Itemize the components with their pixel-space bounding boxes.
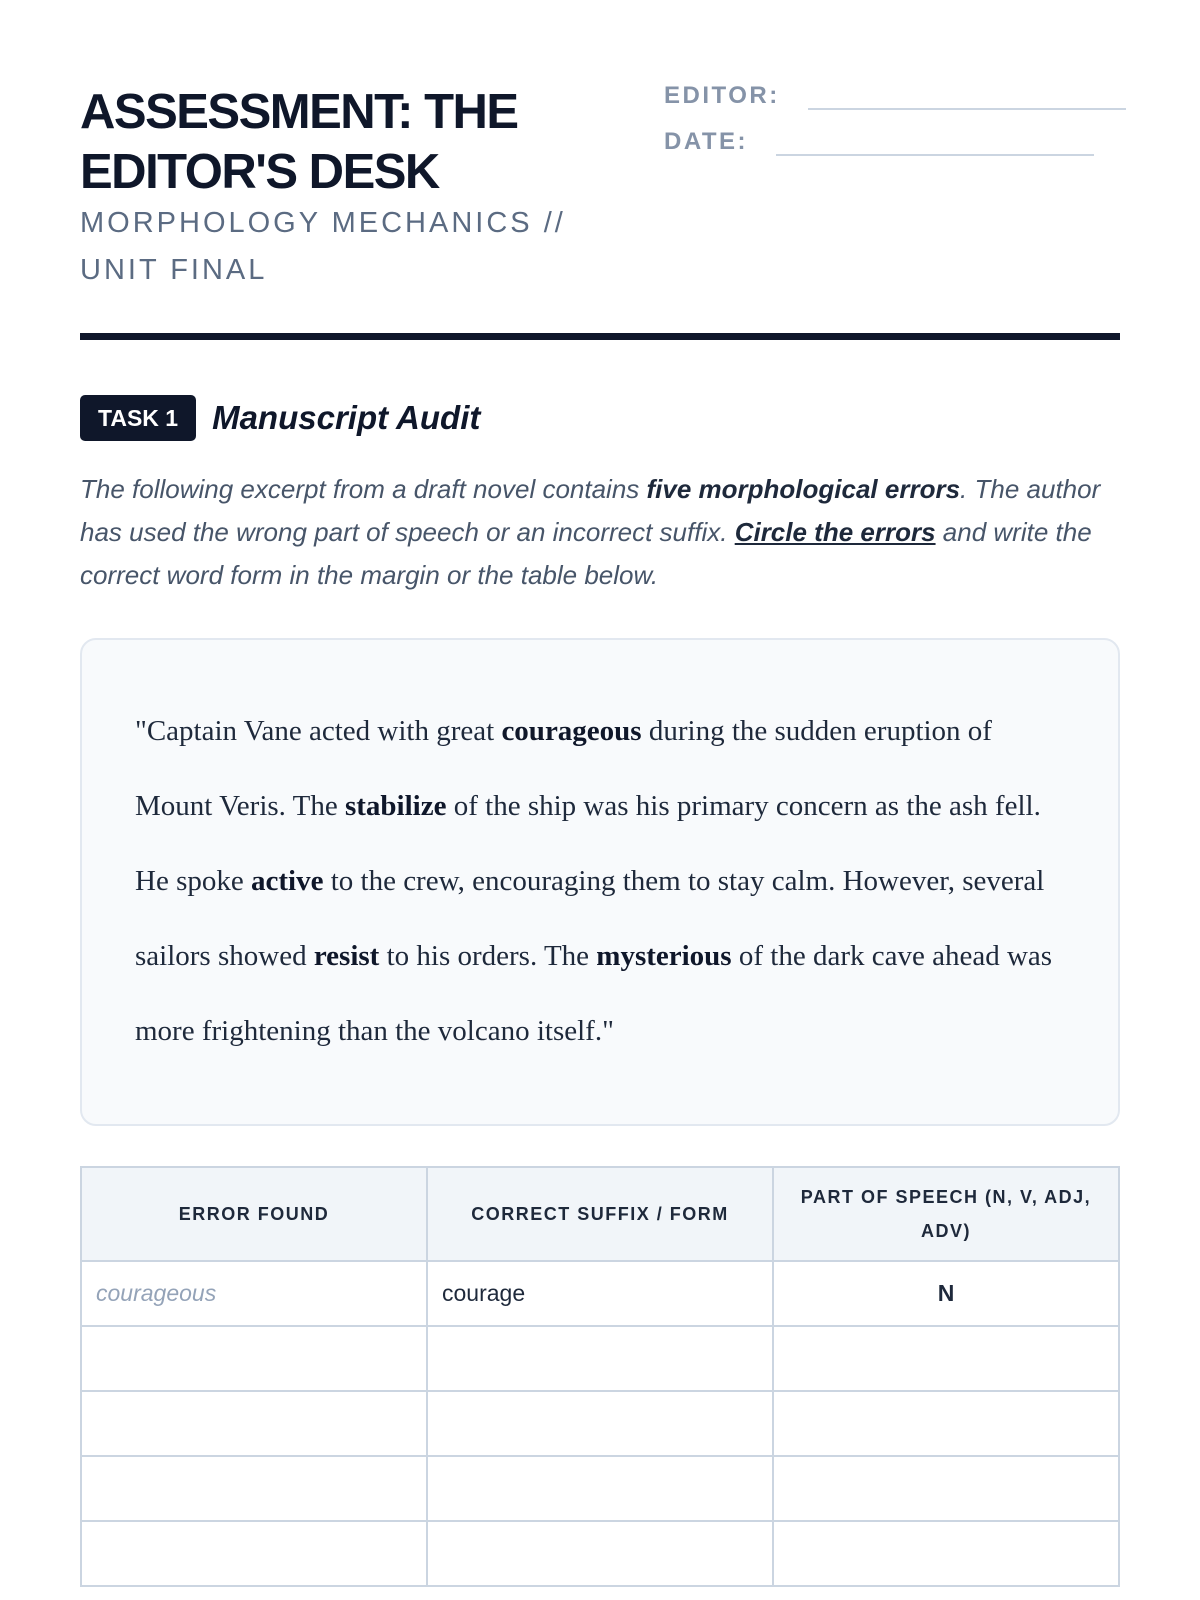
- header-error-found: ERROR FOUND: [81, 1167, 427, 1261]
- error-cell[interactable]: [81, 1521, 427, 1586]
- passage-segment: to his orders. The: [379, 940, 597, 972]
- page-subtitle: MORPHOLOGY MECHANICS // UNIT FINAL: [80, 207, 566, 286]
- correct-form-cell[interactable]: [427, 1391, 773, 1456]
- correct-form-cell[interactable]: courage: [427, 1261, 773, 1326]
- editor-label: EDITOR:: [664, 82, 780, 109]
- part-of-speech-cell[interactable]: [773, 1391, 1119, 1456]
- header-part-of-speech: PART OF SPEECH (N, V, ADJ, ADV): [773, 1167, 1119, 1261]
- passage-segment: during the sudden eruption of Mount Veris. The: [135, 715, 992, 822]
- correct-form-cell[interactable]: [427, 1521, 773, 1586]
- editor-field: [664, 82, 1126, 110]
- error-word[interactable]: stabilize: [344, 790, 447, 822]
- header: [80, 0, 1120, 340]
- error-cell[interactable]: [81, 1456, 427, 1521]
- task-instructions: [80, 468, 1120, 597]
- table-row: [81, 1456, 1119, 1521]
- error-cell[interactable]: [81, 1326, 427, 1391]
- passage-text: [135, 694, 1075, 1069]
- date-field: [664, 128, 1094, 156]
- task-badge: TASK 1: [80, 395, 196, 441]
- table-row: [81, 1521, 1119, 1586]
- worksheet-page: [80, 0, 1120, 1306]
- passage-segment: of the dark cave ahead was more frightening than the volcano itself.": [135, 940, 1053, 1047]
- error-word[interactable]: resist: [313, 940, 380, 972]
- header-divider: [80, 333, 1120, 340]
- error-word[interactable]: courageous: [501, 715, 642, 747]
- table-row: [81, 1326, 1119, 1391]
- editor-blank-line[interactable]: [808, 84, 1126, 110]
- part-of-speech-cell[interactable]: N: [773, 1261, 1119, 1326]
- passage-segment: to the crew, encouraging them to stay calm. However, several sailors showed: [135, 865, 1045, 972]
- table-row: [81, 1261, 1119, 1326]
- part-of-speech-cell[interactable]: [773, 1521, 1119, 1586]
- error-word[interactable]: mysterious: [596, 940, 732, 972]
- error-cell[interactable]: [81, 1391, 427, 1456]
- page-title: ASSESSMENT: THE EDITOR'S DESK: [80, 85, 518, 199]
- table-header-row: [81, 1167, 1119, 1261]
- error-cell[interactable]: courageous: [81, 1261, 427, 1326]
- instructions-part2: . The author has used the wrong part of speech or an incorrect suffix.: [80, 474, 1101, 547]
- passage-segment: "Captain Vane acted with great: [135, 715, 502, 747]
- instructions-part1: The following excerpt from a draft novel contains: [80, 474, 647, 504]
- instructions-part3: and write the correct word form in the margin or the table below.: [80, 517, 1092, 590]
- part-of-speech-cell[interactable]: [773, 1326, 1119, 1391]
- instructions-emphasis: five morphological errors: [646, 474, 961, 504]
- date-blank-line[interactable]: [776, 130, 1094, 156]
- part-of-speech-cell[interactable]: [773, 1456, 1119, 1521]
- instructions-callout: Circle the errors: [734, 517, 936, 547]
- header-correct-form: CORRECT SUFFIX / FORM: [427, 1167, 773, 1261]
- error-word[interactable]: active: [250, 865, 324, 897]
- table-row: [81, 1391, 1119, 1456]
- correct-form-cell[interactable]: [427, 1326, 773, 1391]
- answer-table: [80, 1166, 1120, 1587]
- passage-segment: of the ship was his primary concern as the ash fell. He spoke: [135, 790, 1041, 897]
- date-label: DATE:: [664, 128, 749, 155]
- task-title: Manuscript Audit: [212, 399, 481, 436]
- correct-form-cell[interactable]: [427, 1456, 773, 1521]
- task-heading: [80, 395, 480, 441]
